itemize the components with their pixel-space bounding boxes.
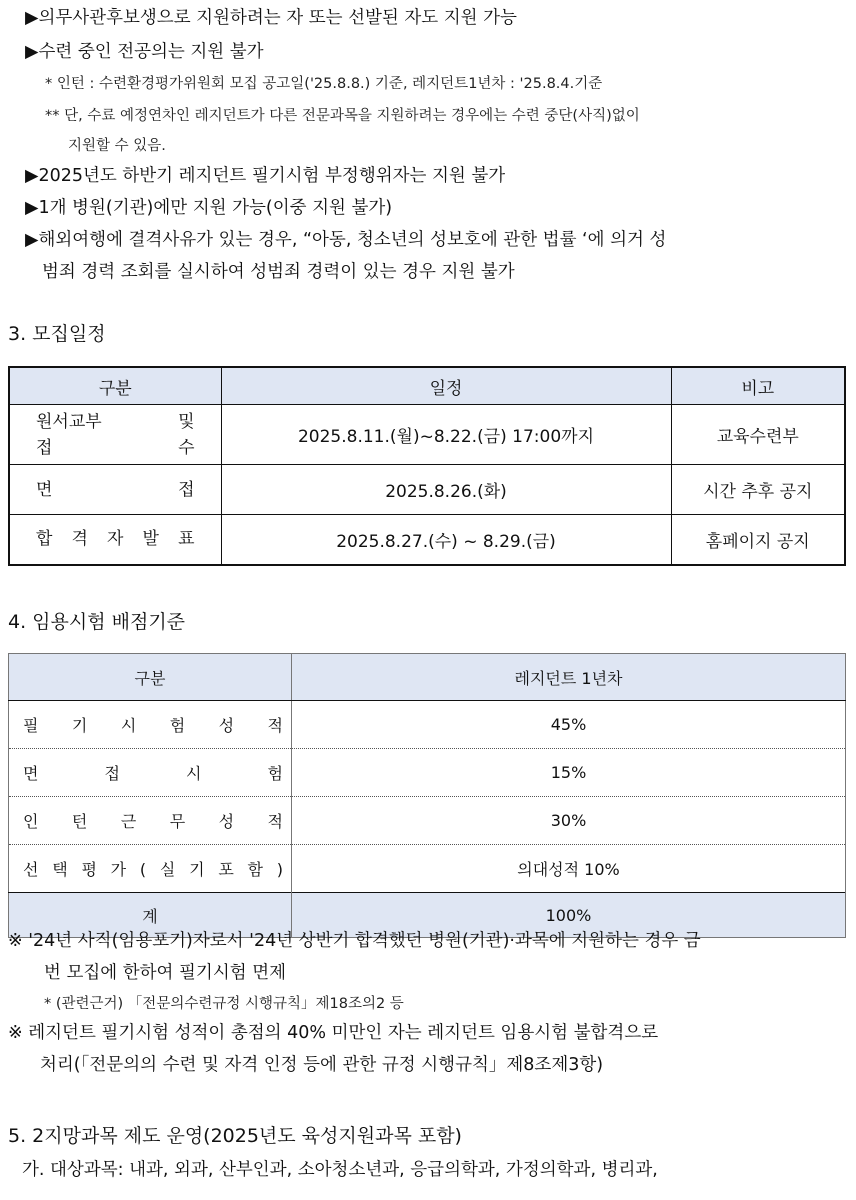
bullet-line: ▶2025년도 하반기 레지던트 필기시험 부정행위자는 지원 불가 [25, 166, 506, 186]
footnote-line: ※ '24년 사직(임용포기)자로서 '24년 상반기 합격했던 병원(기관)·과목에 지원하는 경우 금 [8, 931, 701, 951]
row-value: 의대성적 10% [292, 845, 846, 893]
bullet-line: 범죄 경력 조회를 실시하여 성범죄 경력이 있는 경우 지원 불가 [42, 262, 515, 282]
note-line: * 인턴 : 수련환경평가위원회 모집 공고일('25.8.8.) 기준, 레지던트1년차 : '25.8.4.기준 [45, 76, 603, 92]
row-label-line: 원서교부 및 [36, 411, 195, 432]
row-label: 선 택 평 가 ( 실 기 포 함 ) [9, 845, 292, 893]
total-value: 100% [292, 893, 846, 938]
bullet-line: ▶해외여행에 결격사유가 있는 경우, “아동, 청소년의 성보호에 관한 법률 ‘에 의거 성 [25, 230, 667, 250]
table-row [9, 797, 846, 845]
bullet-line: ▶수련 중인 전공의는 지원 불가 [25, 42, 264, 62]
section-heading: 3. 모집일정 [8, 323, 106, 345]
schedule-note: 시간 추후 공지 [671, 465, 845, 515]
section-heading: 4. 임용시험 배점기준 [8, 611, 186, 633]
footnote-line: 번 모집에 한하여 필기시험 면제 [44, 963, 287, 983]
row-label: 면 접 [9, 465, 221, 515]
schedule-table [8, 366, 846, 566]
column-header: 레지던트 1년차 [292, 654, 846, 701]
row-label: 면 접 시 험 [9, 749, 292, 797]
table-header-row [9, 367, 845, 405]
column-header: 구분 [9, 654, 292, 701]
table-header-row [9, 654, 846, 701]
row-value: 30% [292, 797, 846, 845]
note-line: 지원할 수 있음. [68, 138, 166, 154]
target-subjects-line: 가. 대상과목: 내과, 외과, 산부인과, 소아청소년과, 응급의학과, 가정의학과, 병리과, [22, 1160, 658, 1180]
schedule-date: 2025.8.11.(월)~8.22.(금) 17:00까지 [221, 405, 671, 465]
table-row [9, 405, 845, 465]
row-label-line: 접 수 [36, 437, 195, 458]
table-row [9, 749, 846, 797]
row-label: 필 기 시 험 성 적 [9, 701, 292, 749]
footnote-line: 처리(「전문의의 수련 및 자격 인정 등에 관한 규정 시행규칙」제8조제3항) [40, 1055, 604, 1075]
schedule-date: 2025.8.27.(수) ~ 8.29.(금) [221, 515, 671, 565]
section-heading: 5. 2지망과목 제도 운영(2025년도 육성지원과목 포함) [8, 1125, 462, 1147]
table-row [9, 465, 845, 515]
footnote-line: ※ 레지던트 필기시험 성적이 총점의 40% 미만인 자는 레지던트 임용시험 불합격으로 [8, 1023, 659, 1043]
scoring-table [8, 653, 846, 938]
schedule-note: 홈페이지 공지 [671, 515, 845, 565]
note-line: ** 단, 수료 예정연차인 레지던트가 다른 전문과목을 지원하려는 경우에는 수련 중단(사직)없이 [45, 108, 640, 124]
footnote-sub: * (관련근거) 「전문의수련규정 시행규칙」제18조의2 등 [44, 996, 404, 1012]
schedule-note: 교육수련부 [671, 405, 845, 465]
table-row [9, 845, 846, 893]
bullet-line: ▶1개 병원(기관)에만 지원 가능(이중 지원 불가) [25, 198, 393, 218]
column-header: 일정 [221, 367, 671, 405]
column-header: 구분 [9, 367, 221, 405]
row-label [9, 405, 221, 465]
column-header: 비고 [671, 367, 845, 405]
bullet-line: ▶의무사관후보생으로 지원하려는 자 또는 선발된 자도 지원 가능 [25, 8, 517, 28]
row-value: 15% [292, 749, 846, 797]
table-row [9, 701, 846, 749]
total-label: 계 [9, 893, 292, 938]
table-row [9, 515, 845, 565]
row-label: 합 격 자 발 표 [9, 515, 221, 565]
schedule-date: 2025.8.26.(화) [221, 465, 671, 515]
row-label: 인 턴 근 무 성 적 [9, 797, 292, 845]
row-value: 45% [292, 701, 846, 749]
